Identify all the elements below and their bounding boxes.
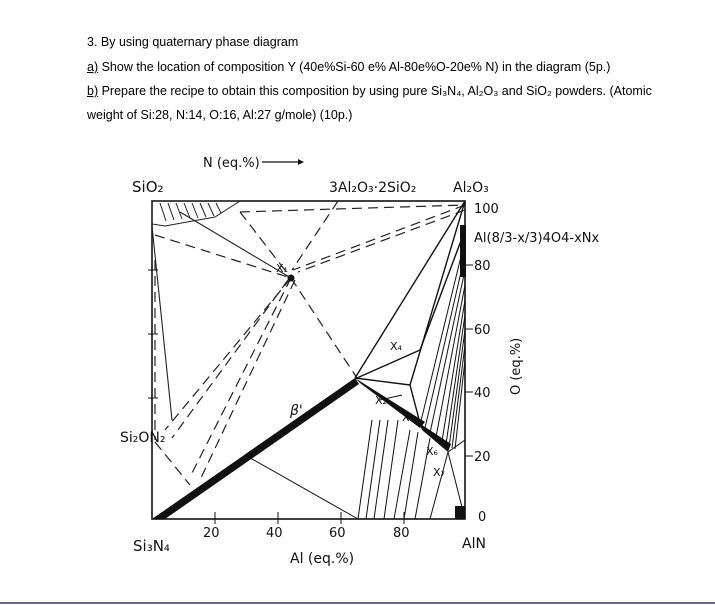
part-b-label: b) [87, 84, 99, 98]
o-tick-40: 40 [474, 386, 491, 401]
x-tick-40: 40 [266, 526, 283, 541]
beta-prime-label: β' [290, 403, 303, 419]
mullite-label: 3Al₂O₃·2SiO₂ [329, 180, 417, 196]
x-tick-60: 60 [329, 526, 346, 541]
point-x1 [288, 275, 295, 282]
n-axis-label: N (eq.%) [203, 156, 260, 171]
aln-corner-band [455, 506, 465, 519]
sio2-hatch-region [152, 201, 240, 226]
x-tick-20: 20 [203, 526, 220, 541]
left-axis-ticks [148, 270, 158, 398]
al2o3-label: Al₂O₃ [453, 180, 489, 196]
corner-label-si2on2: Si₂ON₂ [120, 430, 166, 446]
o-tick-20: 20 [474, 450, 491, 465]
si2on2-tie-lines [152, 212, 291, 420]
aln-label: AlN [462, 536, 486, 552]
label-x7: X₇ [433, 466, 445, 479]
o-tick-60: 60 [474, 323, 491, 338]
x-axis-label: Al (eq.%) [290, 551, 355, 567]
x-tick-80: 80 [393, 526, 410, 541]
o-tick-80: 80 [474, 259, 491, 274]
question-part-b-continued: weight of Si:28, N:14, O:16, Al:27 g/mole) (10p.) [87, 108, 353, 122]
label-x4: X₄ [390, 340, 402, 353]
tie-lines-dashed [155, 201, 465, 485]
o-tick-100: 100 [474, 202, 499, 217]
spinel-edge-band [460, 225, 466, 277]
part-b-text: Prepare the recipe to obtain this composition by using pure Si₃N₄, Al₂O₃ and SiO₂ powders. (Atomic [98, 84, 652, 98]
label-x2: X₂ [375, 394, 387, 407]
page-bottom-rule [0, 602, 715, 604]
corner-label-sio2: SiO₂ [132, 178, 164, 196]
question-title: 3. By using quaternary phase diagram [87, 35, 299, 49]
spinel-label: Al(8/3-x/3)4O4-xNx [474, 231, 600, 246]
n-axis-arrowhead [298, 159, 304, 165]
right-axis-ticks [465, 265, 473, 456]
part-a-text: Show the location of composition Y (40e%Si-60 e% Al-80e%O-20e% N) in the diagram (5p.) [98, 60, 611, 74]
label-x5: X₅ [402, 411, 414, 424]
label-x1: X₁ [276, 262, 288, 275]
o-axis-label: O (eq.%) [509, 337, 524, 395]
beta-prime-line [152, 378, 359, 519]
bottom-axis-ticks [215, 512, 404, 524]
label-x6: X₆ [426, 445, 438, 458]
o-tick-0: 0 [478, 510, 487, 525]
corner-label-si3n4: Si₃N₄ [133, 537, 170, 555]
spinel-fan-lines [420, 240, 465, 449]
part-a-label: a) [87, 60, 99, 74]
